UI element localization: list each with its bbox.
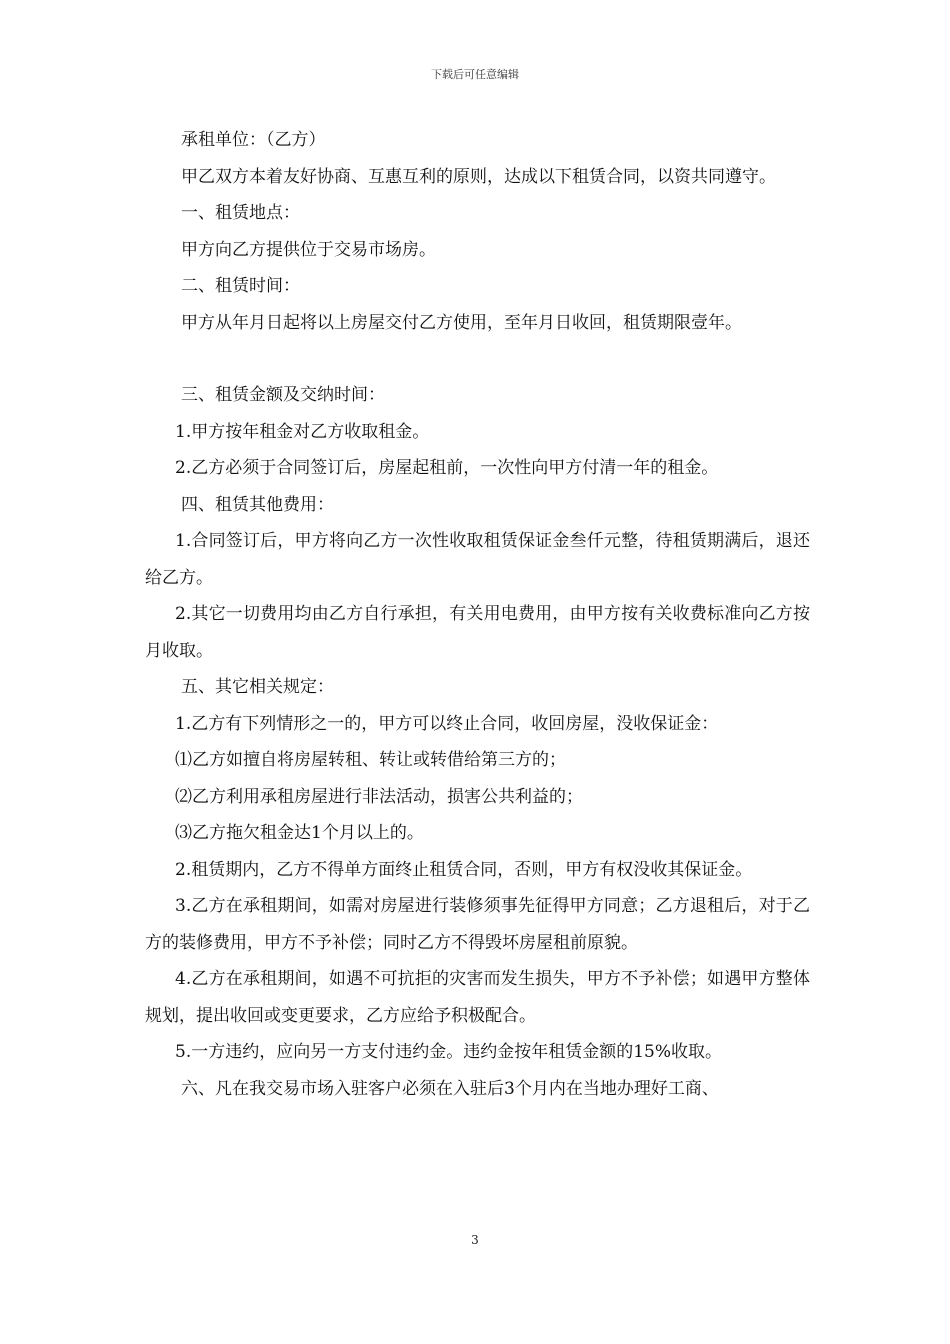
list-item: 4.乙方在承租期间，如遇不可抗拒的灾害而发生损失，甲方不予补偿；如遇甲方整体规划，提出收回或变更要求，乙方应给予积极配合。: [145, 969, 810, 1026]
document-body: [145, 122, 810, 1107]
paragraph-location: 甲方向乙方提供位于交易市场房。: [181, 239, 436, 260]
section-heading-registration: 六、凡在我交易市场入驻客户必须在入驻后3个月内在当地办理好工商、: [181, 1078, 719, 1099]
section-heading-other-fees: 四、租赁其他费用：: [181, 494, 334, 515]
section-heading-rent: 三、租赁金额及交纳时间：: [181, 385, 385, 405]
list-item: 3.乙方在承租期间，如需对房屋进行装修须事先征得甲方同意；乙方退租后，对于乙方的装修费用，甲方不予补偿；同时乙方不得毁坏房屋租前原貌。: [145, 896, 810, 953]
section-heading-term: 二、租赁时间：: [181, 276, 300, 296]
page-header: 下载后可任意编辑: [431, 68, 519, 81]
section-heading-location: 一、租赁地点：: [181, 203, 300, 223]
sub-list-item: ⑴乙方如擅自将房屋转租、转让或转借给第三方的；: [175, 750, 566, 770]
paragraph-tenant-unit: 承租单位：（乙方）: [181, 130, 326, 150]
list-item: 1.乙方有下列情形之一的，甲方可以终止合同，收回房屋，没收保证金：: [175, 713, 719, 734]
list-item: 2.乙方必须于合同签订后，房屋起租前，一次性向甲方付清一年的租金。: [175, 458, 719, 478]
page-number: 3: [471, 1233, 479, 1247]
blank-line: [145, 341, 810, 377]
sub-list-item: ⑶乙方拖欠租金达1个月以上的。: [175, 823, 424, 843]
paragraph-term: 甲方从年月日起将以上房屋交付乙方使用，至年月日收回，租赁期限壹年。: [181, 312, 742, 333]
paragraph-preamble: 甲乙双方本着友好协商、互惠互利的原则，达成以下租赁合同，以资共同遵守。: [181, 166, 776, 187]
section-heading-regulations: 五、其它相关规定：: [181, 677, 334, 697]
sub-list-item: ⑵乙方利用承租房屋进行非法活动，损害公共利益的；: [175, 786, 583, 807]
list-item: 5.一方违约，应向另一方支付违约金。违约金按年租赁金额的15%收取。: [175, 1042, 723, 1062]
list-item: 2.租赁期内，乙方不得单方面终止租赁合同，否则，甲方有权没收其保证金。: [175, 859, 753, 880]
list-item: 2.其它一切费用均由乙方自行承担，有关用电费用，由甲方按有关收费标准向乙方按月收取。: [145, 604, 810, 661]
list-item: 1.合同签订后，甲方将向乙方一次性收取租赁保证金叁仟元整，待租赁期满后，退还给乙方。: [145, 531, 810, 588]
list-item: 1.甲方按年租金对乙方收取租金。: [175, 421, 430, 442]
